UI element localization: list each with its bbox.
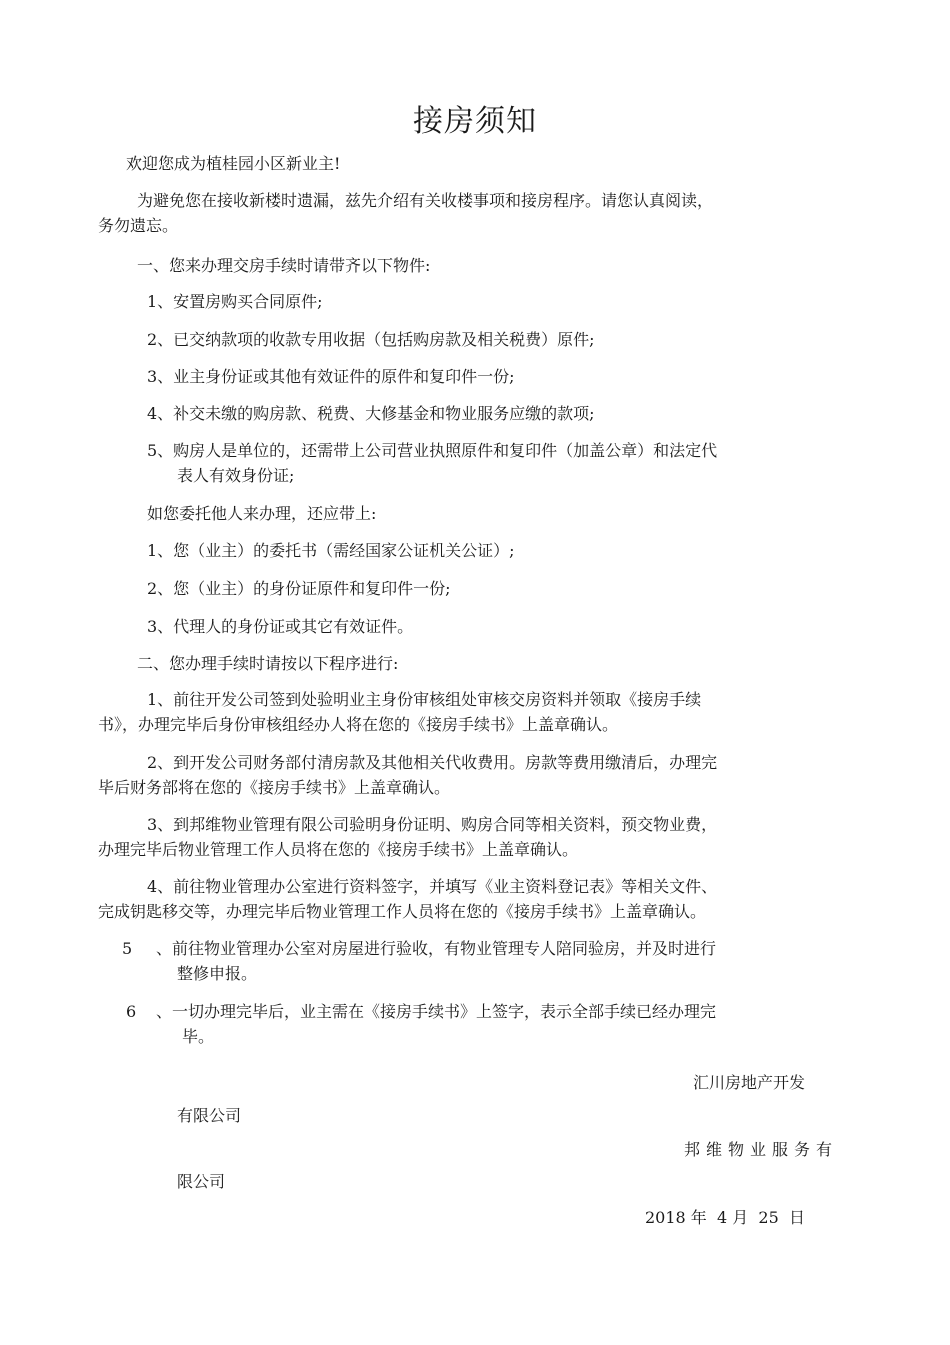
step-1-line-1: 1、前往开发公司签到处验明业主身份审核组处审核交房资料并领取《接房手续 [147,690,702,709]
step-4-line-1: 4、前往物业管理办公室进行资料签字，并填写《业主资料登记表》等相关文件、 [147,877,718,896]
section2-heading: 二、您办理手续时请按以下程序进行: [137,654,399,673]
step-1-line-2: 书》，办理完毕后身份审核组经办人将在您的《接房手续书》上盖章确认。 [98,715,619,734]
section1-item-2: 2、已交纳款项的收款专用收据（包括购房款及相关税费）原件; [147,330,595,349]
section1-item-5-cont: 表人有效身份证; [177,466,295,485]
section1-item-3: 3、业主身份证或其他有效证件的原件和复印件一份; [147,367,515,386]
step-6-number: 6 [126,1002,137,1021]
step-4-line-2: 完成钥匙移交等，办理完毕后物业管理工作人员将在您的《接房手续书》上盖章确认。 [98,902,707,921]
page-title: 接房须知 [413,104,537,139]
section1-item-1: 1、安置房购买合同原件; [147,292,323,311]
signature-company-2-line-2: 限公司 [177,1172,226,1191]
step-6-line-2: 毕。 [182,1027,215,1046]
welcome-line: 欢迎您成为植桂园小区新业主! [126,154,341,173]
signature-date: 2018 年 4 月 25 日 [645,1208,805,1227]
section1-heading: 一、您来办理交房手续时请带齐以下物件: [137,256,431,275]
proxy-item-3: 3、代理人的身份证或其它有效证件。 [147,617,414,636]
intro-line-1: 为避免您在接收新楼时遗漏，兹先介绍有关收楼事项和接房程序。请您认真阅读， [137,191,714,210]
step-6-line-1: 、一切办理完毕后，业主需在《接房手续书》上签字，表示全部手续已经办理完 [156,1002,717,1021]
step-5-line-1: 、前往物业管理办公室对房屋进行验收，有物业管理专人陪同验房，并及时进行 [156,939,717,958]
step-3-line-1: 3、到邦维物业管理有限公司验明身份证明、购房合同等相关资料，预交物业费， [147,815,718,834]
section1-item-4: 4、补交未缴的购房款、税费、大修基金和物业服务应缴的款项; [147,404,595,423]
step-5-number: 5 [122,939,133,958]
signature-company-2-line-1: 邦维物业服务有 [684,1140,839,1159]
signature-company-1-line-2: 有限公司 [177,1106,242,1125]
proxy-heading: 如您委托他人来办理，还应带上: [147,504,377,523]
step-3-line-2: 办理完毕后物业管理工作人员将在您的《接房手续书》上盖章确认。 [98,840,579,859]
intro-line-2: 务勿遗忘。 [98,216,179,235]
step-2-line-1: 2、到开发公司财务部付清房款及其他相关代收费用。房款等费用缴清后，办理完 [147,753,718,772]
step-5-line-2: 整修申报。 [177,964,258,983]
proxy-item-1: 1、您（业主）的委托书（需经国家公证机关公证）; [147,541,515,560]
signature-company-1-line-1: 汇川房地产开发 [693,1073,806,1092]
proxy-item-2: 2、您（业主）的身份证原件和复印件一份; [147,579,451,598]
step-2-line-2: 毕后财务部将在您的《接房手续书》上盖章确认。 [98,778,451,797]
section1-item-5: 5、购房人是单位的，还需带上公司营业执照原件和复印件（加盖公章）和法定代 [147,441,718,460]
